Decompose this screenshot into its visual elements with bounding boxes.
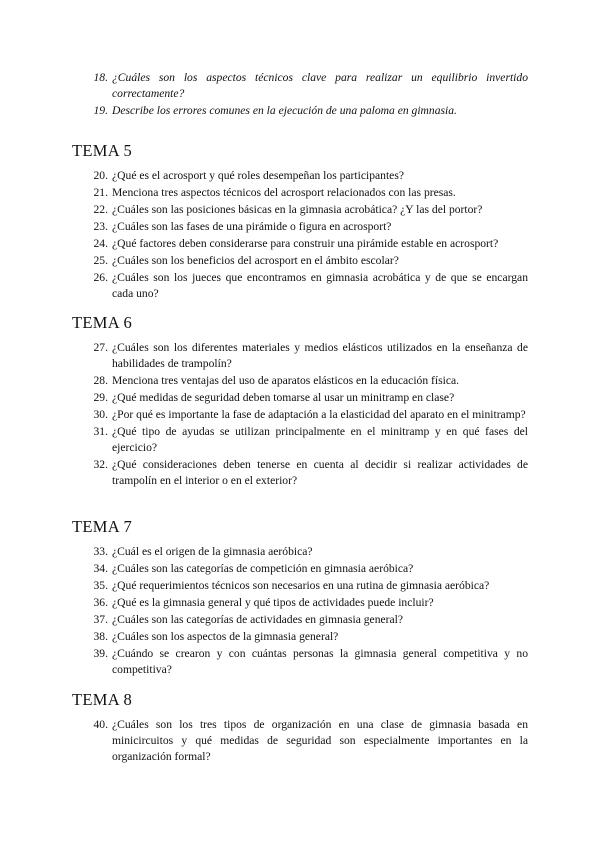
question-number: 38. [93, 630, 108, 643]
question-number: 40. [93, 718, 108, 731]
question-number: 22. [93, 203, 108, 216]
question-text: ¿Cuáles son los aspectos técnicos clave para realizar un equilibrio invertido correctamente? [112, 71, 528, 100]
question-text: ¿Por qué es importante la fase de adaptación a la elasticidad del aparato en el minitramp? [112, 408, 526, 421]
question-text: ¿Qué consideraciones deben tenerse en cuenta al decidir si realizar actividades de trampolín en el interior o en el exterior? [112, 458, 528, 487]
question-text: Menciona tres aspectos técnicos del acrosport relacionados con las presas. [112, 186, 456, 199]
question-list [88, 717, 528, 765]
question-list [88, 340, 528, 489]
question-text: ¿Qué factores deben considerarse para construir una pirámide estable en acrosport? [112, 237, 499, 250]
question-number: 28. [93, 374, 108, 387]
question-number: 33. [93, 545, 108, 558]
question-item [88, 340, 528, 372]
question-item [88, 236, 528, 252]
question-number: 26. [93, 271, 108, 284]
question-item [88, 253, 528, 269]
question-item [88, 612, 528, 628]
question-list [88, 168, 528, 302]
question-list [88, 544, 528, 678]
question-item [88, 185, 528, 201]
question-text: ¿Qué es la gimnasia general y qué tipos de actividades puede incluir? [112, 596, 434, 609]
question-item [88, 219, 528, 235]
question-text: ¿Cuál es el origen de la gimnasia aeróbica? [112, 545, 313, 558]
question-text: ¿Cuáles son los diferentes materiales y medios elásticos utilizados en la enseñanza de habilidades de trampolín? [112, 341, 528, 370]
question-number: 31. [93, 425, 108, 438]
question-text: ¿Cuáles son las posiciones básicas en la gimnasia acrobática? ¿Y las del portor? [112, 203, 483, 216]
question-text: ¿Cuáles son las fases de una pirámide o figura en acrosport? [112, 220, 392, 233]
question-number: 20. [93, 169, 108, 182]
question-number: 24. [93, 237, 108, 250]
question-item [88, 103, 528, 119]
question-item [88, 424, 528, 456]
question-text: ¿Cuáles son las categorías de actividades en gimnasia general? [112, 613, 404, 626]
question-item [88, 202, 528, 218]
question-text: Menciona tres ventajas del uso de aparatos elásticos en la educación física. [112, 374, 460, 387]
intro-question-list [88, 70, 528, 120]
section-tema-8 [72, 690, 528, 766]
question-text: ¿Qué tipo de ayudas se utilizan principalmente en el minitramp y en qué fases del ejercicio? [112, 425, 528, 454]
question-item [88, 646, 528, 678]
question-item [88, 578, 528, 594]
question-number: 21. [93, 186, 108, 199]
question-item [88, 561, 528, 577]
question-number: 19. [93, 104, 108, 117]
section-heading: TEMA 5 [72, 141, 133, 160]
question-item [88, 270, 528, 302]
section-heading: TEMA 7 [72, 517, 133, 536]
question-item [88, 70, 528, 102]
section-tema-7 [72, 517, 528, 679]
section-tema-6 [72, 313, 528, 490]
question-text: ¿Cuáles son los jueces que encontramos en gimnasia acrobática y de que se encargan cada uno? [112, 271, 528, 300]
question-number: 34. [93, 562, 108, 575]
question-item [88, 373, 528, 389]
question-item [88, 168, 528, 184]
question-item [88, 457, 528, 489]
question-item [88, 629, 528, 645]
question-text: ¿Qué requerimientos técnicos son necesarios en una rutina de gimnasia aeróbica? [112, 579, 490, 592]
section-tema-5 [72, 141, 528, 303]
question-text: ¿Qué es el acrosport y qué roles desempeñan los participantes? [112, 169, 404, 182]
question-number: 18. [93, 71, 108, 84]
question-item [88, 595, 528, 611]
question-text: Describe los errores comunes en la ejecución de una paloma en gimnasia. [112, 104, 457, 117]
question-number: 25. [93, 254, 108, 267]
question-text: ¿Cuáles son los beneficios del acrosport en el ámbito escolar? [112, 254, 399, 267]
question-number: 23. [93, 220, 108, 233]
section-heading: TEMA 6 [72, 313, 133, 332]
question-number: 36. [93, 596, 108, 609]
question-item [88, 407, 528, 423]
question-number: 30. [93, 408, 108, 421]
question-item [88, 390, 528, 406]
question-number: 35. [93, 579, 108, 592]
section-heading: TEMA 8 [72, 690, 133, 709]
question-text: ¿Cuáles son los aspectos de la gimnasia general? [112, 630, 339, 643]
question-text: ¿Qué medidas de seguridad deben tomarse al usar un minitramp en clase? [112, 391, 455, 404]
question-number: 27. [93, 341, 108, 354]
question-number: 39. [93, 647, 108, 660]
question-text: ¿Cuáles son los tres tipos de organización en una clase de gimnasia basada en minicircuitos y qué medidas de seguridad son especialmente importantes en la organización formal? [112, 718, 528, 763]
question-item [88, 717, 528, 765]
question-text: ¿Cuáles son las categorías de competición en gimnasia aeróbica? [112, 562, 414, 575]
question-text: ¿Cuándo se crearon y con cuántas personas la gimnasia general competitiva y no competitiva? [112, 647, 528, 676]
question-number: 29. [93, 391, 108, 404]
question-item [88, 544, 528, 560]
question-number: 37. [93, 613, 108, 626]
question-number: 32. [93, 458, 108, 471]
